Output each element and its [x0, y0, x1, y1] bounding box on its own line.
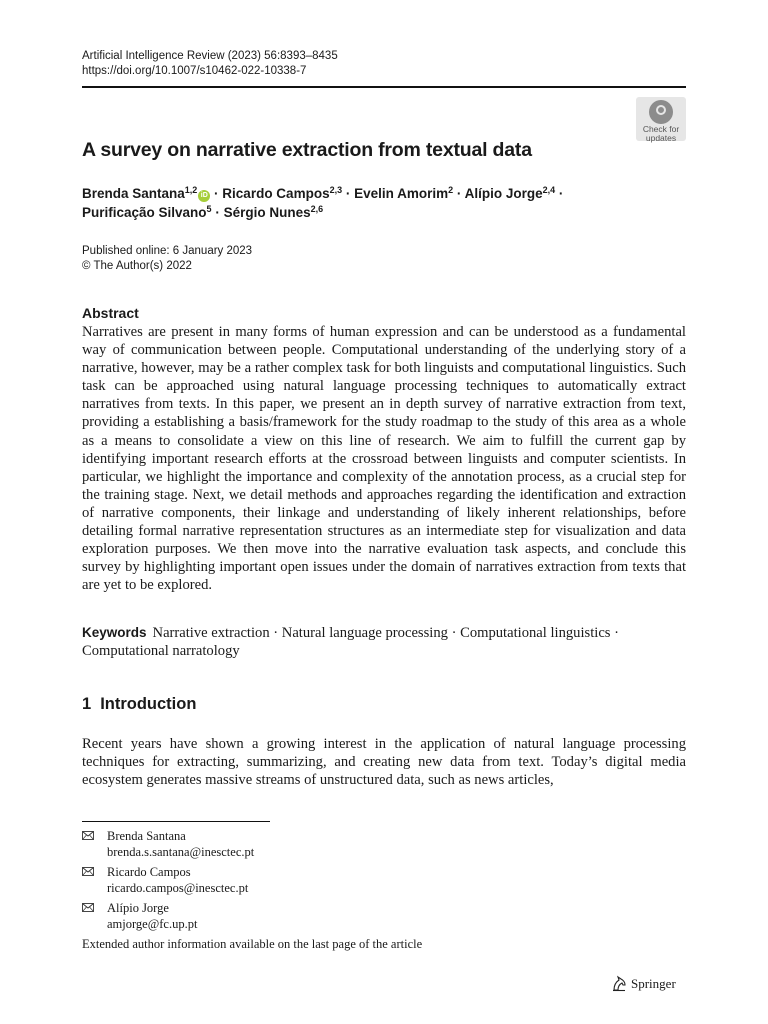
copyright-notice: © The Author(s) 2022	[82, 260, 192, 272]
author-name: Alípio Jorge	[464, 186, 543, 201]
abstract-text: Narratives are present in many forms of human expression and can be understood as a fundamental way of communication between people. Computational understanding of the underlying story of a narrative, however, may be a rather complex task for both linguists and computational linguistics. Such task can be approached using natural language processing techniques to automatically extract narratives from texts. In this paper, we present an in depth survey of narrative extraction from text, providing a establishing a basis/framework for the study roadmap to the study of this area as a whole as a means to consolidate a view on this line of research. We aim to fulfill the current gap by identifying important research efforts at the crossroad between linguists and computer scientists. In particular, we highlight the importance and complexity of the annotation process, as a crucial step for the training stage. Next, we detail methods and approaches regarding the identification and extraction of narrative components, their linkage and understanding of likely inherent relationships, before detailing formal narrative representation structures as an intermediate step for visualization and data exploration purposes. We then move into the narrative evaluation task aspects, and conclude this survey by highlighting important open issues under the domain of narratives extraction from texts that are yet to be explored.	[82, 324, 686, 594]
section-number: 1	[82, 695, 92, 713]
author-separator: ·	[211, 205, 224, 220]
author-name: Sérgio Nunes	[223, 205, 311, 220]
author-name: Evelin Amorim	[354, 186, 449, 201]
correspondence-email[interactable]: amjorge@fc.up.pt	[107, 916, 198, 931]
author-affiliation: 1,2	[184, 185, 198, 195]
section-heading	[82, 695, 196, 714]
keywords-block	[82, 624, 686, 660]
correspondence-name: Ricardo Campos	[107, 865, 191, 879]
author-affiliation: 2	[448, 185, 454, 195]
orcid-icon[interactable]: iD	[198, 190, 210, 202]
section-text: Recent years have shown a growing interest in the application of natural language processing techniques for extracting, summarizing, and creating new data from text. Today’s digital media ecosystem generates massive streams of unstructured data, such as news articles,	[82, 736, 686, 789]
publisher-logo	[611, 975, 676, 992]
correspondence-email[interactable]: ricardo.campos@inesctec.pt	[107, 880, 249, 895]
section-title: Introduction	[100, 695, 197, 713]
check-for-updates-badge[interactable]	[636, 97, 686, 141]
header-rule	[82, 86, 686, 88]
author-affiliation: 2,3	[329, 185, 343, 195]
author-list	[82, 184, 686, 222]
paper-title: A survey on narrative extraction from textual data	[82, 139, 532, 161]
envelope-icon	[82, 903, 94, 912]
correspondence-entry	[82, 901, 197, 932]
published-date: Published online: 6 January 2023	[82, 245, 253, 257]
correspondence-name: Brenda Santana	[107, 829, 186, 843]
author-name: Brenda Santana	[82, 186, 185, 201]
publication-info	[82, 244, 252, 274]
journal-header	[82, 49, 338, 79]
check-for-updates-icon	[649, 100, 673, 124]
correspondence-email[interactable]: brenda.s.santana@inesctec.pt	[107, 844, 255, 859]
publisher-name: Springer	[631, 976, 676, 991]
author-separator: ·	[342, 186, 355, 201]
keywords-text: Narrative extraction · Natural language processing · Computational linguistics · Computational narratology	[82, 625, 619, 659]
author-name: Ricardo Campos	[222, 186, 330, 201]
correspondence-name: Alípio Jorge	[107, 901, 169, 915]
envelope-icon	[82, 831, 94, 840]
doi-link[interactable]: https://doi.org/10.1007/s10462-022-10338-7	[82, 65, 307, 77]
abstract-heading: Abstract	[82, 305, 139, 321]
correspondence-entry	[82, 865, 248, 896]
author-affiliation: 2,6	[310, 204, 324, 214]
author-separator: ·	[555, 186, 564, 201]
journal-citation: Artificial Intelligence Review (2023) 56:8393–8435	[82, 50, 338, 62]
author-name: Purificação Silvano	[82, 205, 207, 220]
springer-horse-icon	[611, 975, 627, 992]
check-for-updates-label: Check for updates	[642, 124, 680, 143]
envelope-icon	[82, 867, 94, 876]
author-separator: ·	[453, 186, 465, 201]
author-affiliation: 5	[206, 204, 212, 214]
author-affiliation: 2,4	[542, 185, 556, 195]
correspondence-entry	[82, 829, 254, 860]
extended-author-info: Extended author information available on the last page of the article	[82, 937, 423, 951]
footnote-rule	[82, 821, 270, 822]
author-separator: ·	[210, 186, 223, 201]
keywords-label: Keywords	[82, 625, 147, 640]
